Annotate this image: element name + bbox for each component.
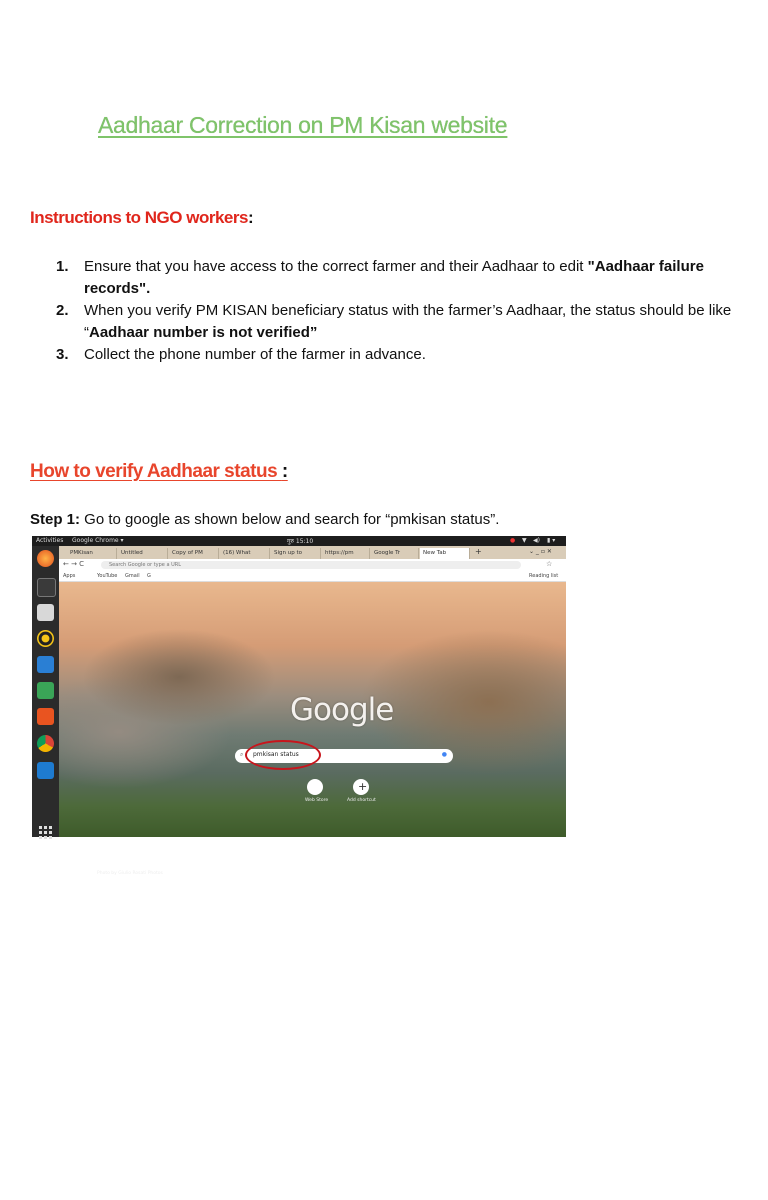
files-icon [37,604,54,621]
instruction-number: 1. [56,258,69,275]
google-logo: Google [290,692,394,728]
step1-body: Go to google as shown below and search for “pmkisan status”. [80,511,500,528]
tab[interactable]: https://pm [322,548,370,559]
terminal-icon [37,578,56,597]
tab[interactable]: PMKisan [67,548,117,559]
how-heading-colon: : [281,461,288,482]
add-shortcut-label: Add shortcut [347,798,376,803]
instruction-number: 3. [56,346,69,363]
activities-label: Activities [36,537,64,544]
search-query: pmkisan status [253,751,299,758]
record-icon: ● [510,537,516,544]
browser-screenshot [32,536,566,876]
clock: गुरु 15:10 [287,538,314,545]
instruction-text: When you verify PM KISAN beneficiary status with the farmer’s Aadhaar, the status should be like “ [84,302,732,341]
instruction-item [56,256,746,300]
highlight-circle [245,740,321,770]
instructions-heading-text: Instructions to NGO workers [30,208,248,227]
bookmark-apps[interactable]: Apps [63,573,76,579]
search-icon: ⌕ [240,751,244,758]
bookmark-g[interactable]: G [147,573,151,579]
how-heading-text: How to verify Aadhaar status [30,461,282,482]
star-icon[interactable]: ☆ [546,560,553,568]
instruction-text: Collect the phone number of the farmer in advance. [84,346,426,363]
how-heading [30,461,288,483]
address-bar [59,559,566,571]
bookmark-youtube[interactable]: YouTube [97,573,118,579]
show-apps-icon [39,826,52,839]
tab[interactable]: Sign up to [271,548,321,559]
tab[interactable]: Untitled [118,548,168,559]
instructions-heading [30,208,253,228]
plus-icon: + [358,780,368,793]
add-shortcut-button[interactable] [353,779,369,795]
new-tab-background [59,582,566,876]
nav-arrows-icon[interactable]: ← → C [63,560,85,568]
network-icon: ▼ [522,537,527,544]
window-controls-icon[interactable]: ⌄ _ ▫ ✕ [529,548,552,555]
chrome-tab-strip [59,546,566,559]
instruction-text: Ensure that you have access to the correct farmer and their Aadhaar to edit [84,258,588,275]
tab-new-tab[interactable]: New Tab [420,548,470,559]
new-tab-icon[interactable]: + [475,547,482,556]
app-dock [32,546,59,837]
web-store-label: Web Store [305,798,329,803]
web-store-shortcut[interactable] [307,779,323,795]
reading-list[interactable]: Reading list [529,573,559,579]
volume-icon: ◀) [533,537,540,544]
step1-text [30,511,499,528]
tab[interactable]: Copy of PM [169,548,219,559]
instruction-bold: Aadhaar number is not verified” [89,324,318,341]
chrome-icon [37,735,54,752]
vscode-icon [37,762,54,779]
instructions-list [56,256,746,366]
step1-label: Step 1: [30,511,81,528]
app-label: Google Chrome ▾ [72,537,124,544]
system-topbar [32,536,566,546]
firefox-icon [37,550,54,567]
page-title: Aadhaar Correction on PM Kisan website [98,112,508,138]
rhythmbox-icon [37,630,54,647]
calc-icon [37,682,54,699]
mic-icon[interactable]: ● [441,751,447,758]
bookmark-gmail[interactable]: Gmail [125,573,140,579]
photo-caption: Photo by Giulio Rosati Photos [97,871,163,876]
instruction-bold: "Aadhaar failure records". [84,258,704,297]
writer-icon [37,656,54,673]
battery-icon: ▮ ▾ [547,537,556,544]
instructions-heading-colon: : [247,208,254,227]
tab[interactable]: (16) What [220,548,270,559]
instruction-item [56,344,746,366]
bookmarks-bar [59,571,566,582]
tab[interactable]: Google Tr [371,548,419,559]
instruction-number: 2. [56,302,69,319]
software-icon [37,708,54,725]
instruction-item [56,300,746,344]
omnibox[interactable]: Search Google or type a URL [101,561,521,569]
